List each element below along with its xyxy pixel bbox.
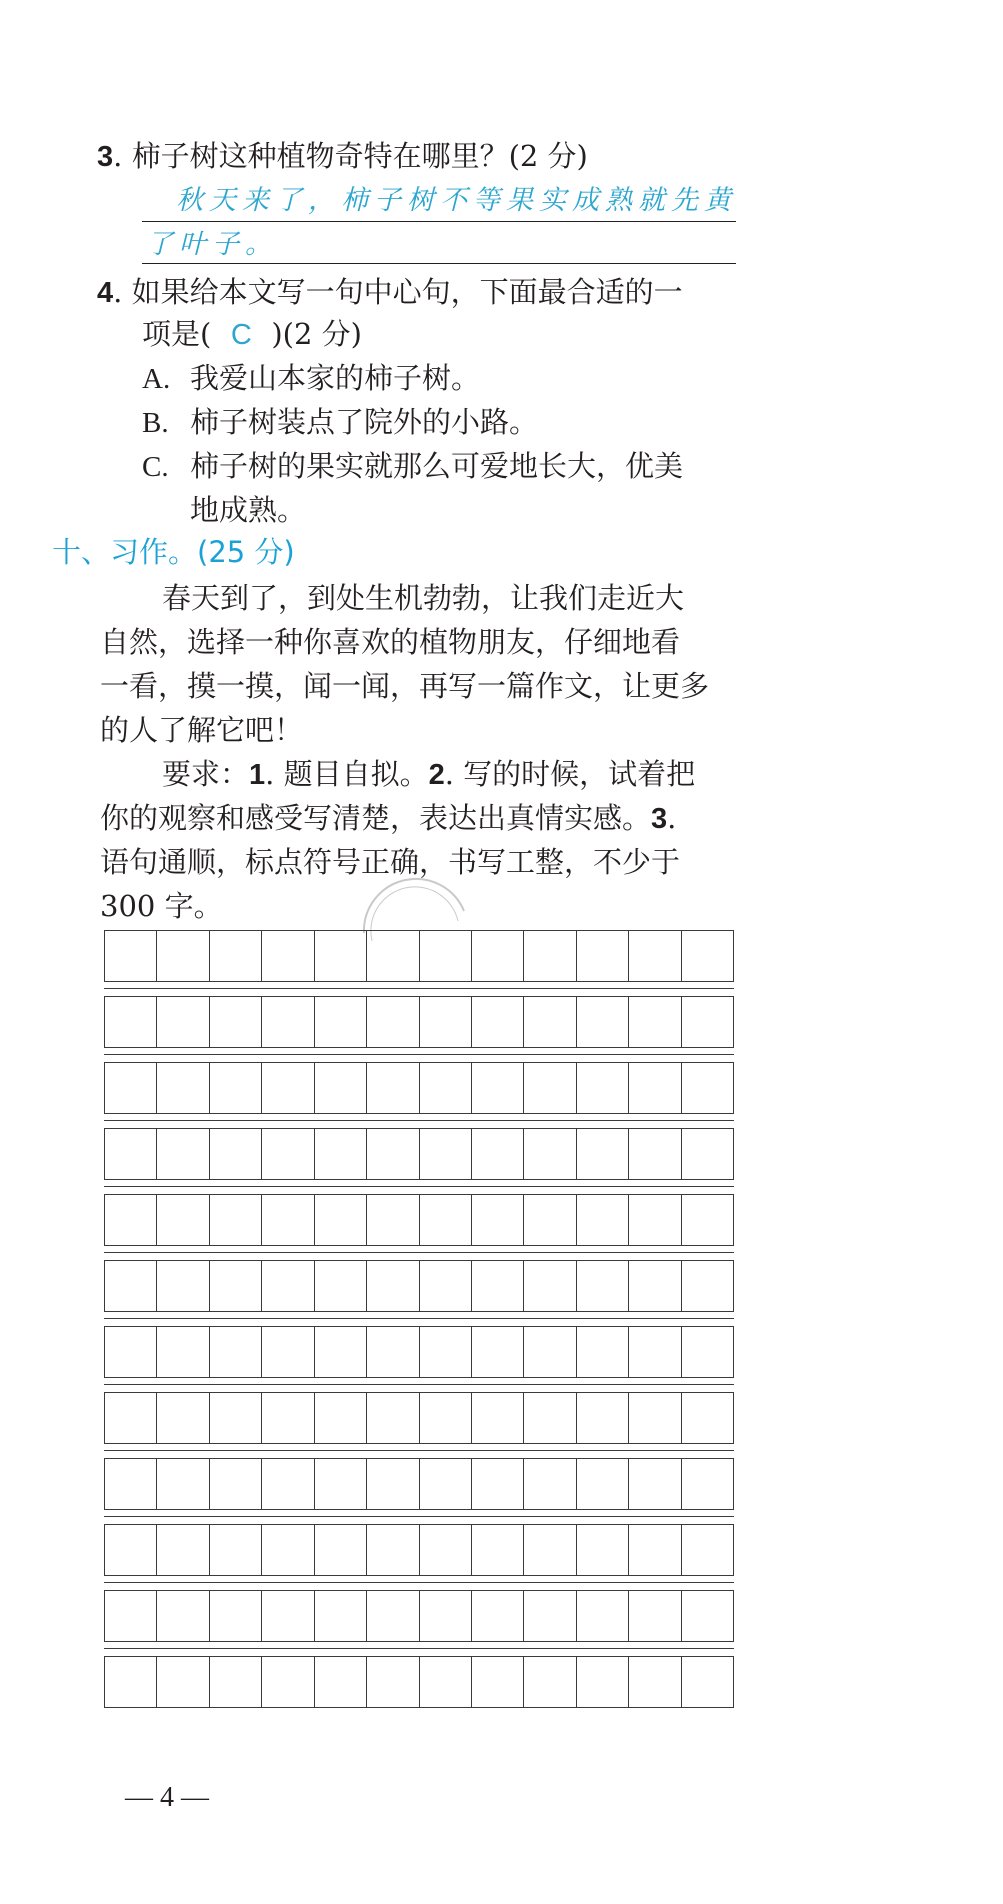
question-number: 4 — [97, 277, 114, 309]
question-4 — [97, 272, 683, 313]
grid-cell[interactable] — [524, 997, 576, 1047]
grid-cell[interactable] — [315, 1195, 367, 1245]
grid-cell[interactable] — [577, 1525, 629, 1575]
grid-cell[interactable] — [577, 1459, 629, 1509]
requirements-line-1 — [162, 754, 695, 795]
grid-cell[interactable] — [682, 1063, 733, 1113]
option-c — [142, 446, 683, 487]
grid-row — [104, 930, 734, 982]
grid-cell[interactable] — [210, 931, 262, 981]
grid-cell[interactable] — [157, 1195, 209, 1245]
grid-separator — [104, 1516, 734, 1517]
question-4-line-2 — [142, 314, 362, 355]
grid-cell[interactable] — [577, 1261, 629, 1311]
grid-separator — [104, 1186, 734, 1187]
grid-cell[interactable] — [105, 931, 157, 981]
grid-cell[interactable] — [524, 1327, 576, 1377]
page-number: — 4 — — [125, 1782, 209, 1813]
grid-cell[interactable] — [682, 1393, 733, 1443]
grid-cell[interactable] — [105, 1393, 157, 1443]
grid-separator — [104, 1582, 734, 1583]
grid-cell[interactable] — [157, 1327, 209, 1377]
grid-cell[interactable] — [262, 1591, 314, 1641]
grid-cell[interactable] — [472, 1327, 524, 1377]
grid-cell[interactable] — [629, 1063, 681, 1113]
grid-cell[interactable] — [629, 1591, 681, 1641]
grid-cell[interactable] — [105, 1063, 157, 1113]
grid-cell[interactable] — [420, 1393, 472, 1443]
grid-cell[interactable] — [367, 1327, 419, 1377]
grid-cell[interactable] — [367, 1063, 419, 1113]
grid-cell[interactable] — [577, 997, 629, 1047]
grid-cell[interactable] — [367, 1657, 419, 1707]
grid-separator — [104, 988, 734, 989]
grid-cell[interactable] — [210, 1459, 262, 1509]
grid-cell[interactable] — [315, 1657, 367, 1707]
grid-cell[interactable] — [262, 1195, 314, 1245]
option-label: A. — [142, 363, 171, 395]
grid-cell[interactable] — [682, 1459, 733, 1509]
grid-cell[interactable] — [367, 1591, 419, 1641]
grid-cell[interactable] — [682, 931, 733, 981]
grid-cell[interactable] — [682, 1525, 733, 1575]
grid-cell[interactable] — [105, 1591, 157, 1641]
grid-cell[interactable] — [157, 1525, 209, 1575]
grid-cell[interactable] — [420, 1327, 472, 1377]
answer-rule — [142, 221, 736, 222]
grid-cell[interactable] — [315, 1063, 367, 1113]
grid-row — [104, 1458, 734, 1510]
grid-cell[interactable] — [262, 1393, 314, 1443]
grid-cell[interactable] — [577, 931, 629, 981]
grid-cell[interactable] — [262, 1129, 314, 1179]
grid-cell[interactable] — [420, 1063, 472, 1113]
grid-cell[interactable] — [577, 1393, 629, 1443]
grid-cell[interactable] — [315, 1327, 367, 1377]
grid-cell[interactable] — [629, 1393, 681, 1443]
requirement-text: . 题目自拟。 — [265, 757, 429, 791]
grid-cell[interactable] — [157, 1129, 209, 1179]
grid-cell[interactable] — [367, 1195, 419, 1245]
grid-cell[interactable] — [629, 1657, 681, 1707]
grid-cell[interactable] — [262, 931, 314, 981]
grid-separator — [104, 1120, 734, 1121]
grid-cell[interactable] — [420, 1195, 472, 1245]
grid-cell[interactable] — [315, 1393, 367, 1443]
grid-row — [104, 1590, 734, 1642]
grid-separator — [104, 1252, 734, 1253]
grid-cell[interactable] — [262, 1327, 314, 1377]
writing-grid — [104, 930, 735, 1708]
question-text: . 如果给本文写一句中心句，下面最合适的一 — [113, 275, 683, 309]
grid-cell[interactable] — [682, 1261, 733, 1311]
grid-cell[interactable] — [420, 1591, 472, 1641]
question-text: . 柿子树这种植物奇特在哪里？(2 分) — [113, 139, 588, 173]
requirements-label: 要求： — [162, 757, 250, 791]
grid-cell[interactable] — [210, 1261, 262, 1311]
grid-cell[interactable] — [629, 1459, 681, 1509]
grid-cell[interactable] — [420, 997, 472, 1047]
prompt-line: 的人了解它吧！ — [100, 713, 304, 747]
requirement-text: . — [667, 801, 677, 835]
grid-cell[interactable] — [315, 1459, 367, 1509]
grid-cell[interactable] — [105, 997, 157, 1047]
grid-cell[interactable] — [262, 997, 314, 1047]
grid-cell[interactable] — [367, 1525, 419, 1575]
grid-cell[interactable] — [105, 1129, 157, 1179]
prompt-line: 一看，摸一摸，闻一闻，再写一篇作文，让更多 — [100, 669, 710, 703]
grid-cell[interactable] — [472, 1525, 524, 1575]
section-heading: 十、习作。(25 分) — [52, 535, 295, 569]
grid-cell[interactable] — [472, 1261, 524, 1311]
grid-cell[interactable] — [629, 997, 681, 1047]
option-a — [142, 358, 480, 399]
option-b — [142, 402, 538, 443]
option-text: 我爱山本家的柿子树。 — [190, 361, 481, 395]
grid-cell[interactable] — [367, 1129, 419, 1179]
grid-cell[interactable] — [420, 1657, 472, 1707]
grid-cell[interactable] — [262, 1459, 314, 1509]
prompt-line: 春天到了，到处生机勃勃，让我们走近大 — [162, 581, 685, 615]
grid-cell[interactable] — [210, 1327, 262, 1377]
grid-cell[interactable] — [524, 1393, 576, 1443]
option-text: 柿子树的果实就那么可爱地长大，优美 — [190, 449, 684, 483]
grid-cell[interactable] — [367, 1261, 419, 1311]
grid-cell[interactable] — [315, 1525, 367, 1575]
grid-cell[interactable] — [105, 1327, 157, 1377]
grid-cell[interactable] — [524, 1261, 576, 1311]
grid-cell[interactable] — [210, 1129, 262, 1179]
grid-cell[interactable] — [157, 1393, 209, 1443]
grid-cell[interactable] — [472, 1591, 524, 1641]
grid-row — [104, 1524, 734, 1576]
grid-separator — [104, 1384, 734, 1385]
grid-row — [104, 1656, 734, 1708]
grid-row — [104, 1128, 734, 1180]
grid-separator — [104, 1318, 734, 1319]
grid-row — [104, 1194, 734, 1246]
grid-cell[interactable] — [629, 1261, 681, 1311]
requirement-text: 你的观察和感受写清楚，表达出真情实感。 — [100, 801, 652, 835]
grid-cell[interactable] — [210, 1525, 262, 1575]
grid-cell[interactable] — [420, 931, 472, 981]
grid-cell[interactable] — [524, 1591, 576, 1641]
grid-cell[interactable] — [577, 1129, 629, 1179]
requirement-number: 3 — [651, 803, 668, 835]
grid-cell[interactable] — [472, 997, 524, 1047]
grid-cell[interactable] — [577, 1195, 629, 1245]
option-text: 柿子树装点了院外的小路。 — [190, 405, 539, 439]
option-label: B. — [142, 407, 169, 439]
grid-cell[interactable] — [682, 1591, 733, 1641]
grid-cell[interactable] — [577, 1657, 629, 1707]
grid-cell[interactable] — [157, 997, 209, 1047]
grid-cell[interactable] — [472, 1063, 524, 1113]
grid-cell[interactable] — [420, 1459, 472, 1509]
grid-cell[interactable] — [315, 997, 367, 1047]
grid-separator — [104, 1054, 734, 1055]
question-prefix: 项是( — [142, 317, 212, 351]
grid-row — [104, 996, 734, 1048]
requirement-text: . 写的时候，试着把 — [444, 757, 696, 791]
grid-cell[interactable] — [157, 1063, 209, 1113]
grid-cell[interactable] — [472, 1657, 524, 1707]
grid-cell[interactable] — [262, 1063, 314, 1113]
grid-cell[interactable] — [210, 1393, 262, 1443]
handwritten-answer-line-1: 秋天来了，柿子树不等果实成熟就先黄 — [176, 185, 737, 216]
prompt-line: 自然，选择一种你喜欢的植物朋友，仔细地看 — [100, 625, 681, 659]
grid-cell[interactable] — [262, 1657, 314, 1707]
grid-cell[interactable] — [420, 1129, 472, 1179]
grid-cell[interactable] — [420, 1525, 472, 1575]
handwritten-answer-line-2: 了叶子。 — [146, 229, 278, 260]
grid-cell[interactable] — [157, 931, 209, 981]
grid-cell[interactable] — [472, 1459, 524, 1509]
grid-cell[interactable] — [315, 1591, 367, 1641]
grid-cell[interactable] — [682, 997, 733, 1047]
grid-cell[interactable] — [577, 1327, 629, 1377]
option-c-continued: 地成熟。 — [190, 493, 307, 527]
grid-cell[interactable] — [524, 1657, 576, 1707]
question-3 — [97, 136, 588, 177]
grid-cell[interactable] — [472, 1393, 524, 1443]
grid-cell[interactable] — [682, 1195, 733, 1245]
grid-separator — [104, 1450, 734, 1451]
answer-rule — [142, 263, 736, 264]
grid-cell[interactable] — [210, 1591, 262, 1641]
grid-cell[interactable] — [524, 1195, 576, 1245]
grid-cell[interactable] — [210, 1195, 262, 1245]
grid-cell[interactable] — [315, 931, 367, 981]
grid-cell[interactable] — [420, 1261, 472, 1311]
requirements-line-4: 300 字。 — [100, 889, 223, 923]
grid-cell[interactable] — [210, 1063, 262, 1113]
grid-cell[interactable] — [472, 1129, 524, 1179]
filled-answer: C — [230, 319, 252, 351]
grid-cell[interactable] — [367, 997, 419, 1047]
grid-cell[interactable] — [367, 1459, 419, 1509]
grid-cell[interactable] — [524, 1129, 576, 1179]
grid-cell[interactable] — [105, 1657, 157, 1707]
grid-cell[interactable] — [315, 1129, 367, 1179]
grid-cell[interactable] — [105, 1261, 157, 1311]
requirement-number: 2 — [428, 759, 445, 791]
grid-cell[interactable] — [577, 1591, 629, 1641]
grid-cell[interactable] — [262, 1261, 314, 1311]
grid-cell[interactable] — [682, 1657, 733, 1707]
grid-row — [104, 1392, 734, 1444]
grid-cell[interactable] — [157, 1591, 209, 1641]
grid-cell[interactable] — [210, 997, 262, 1047]
grid-cell[interactable] — [577, 1063, 629, 1113]
grid-separator — [104, 1648, 734, 1649]
grid-cell[interactable] — [157, 1261, 209, 1311]
grid-cell[interactable] — [262, 1525, 314, 1575]
grid-cell[interactable] — [105, 1195, 157, 1245]
requirements-line-3: 语句通顺，标点符号正确，书写工整，不少于 — [100, 845, 681, 879]
grid-cell[interactable] — [629, 1195, 681, 1245]
grid-cell[interactable] — [524, 1459, 576, 1509]
question-suffix: )(2 分) — [271, 317, 362, 351]
grid-row — [104, 1326, 734, 1378]
grid-cell[interactable] — [629, 1129, 681, 1179]
grid-row — [104, 1062, 734, 1114]
grid-cell[interactable] — [472, 931, 524, 981]
grid-cell[interactable] — [629, 931, 681, 981]
question-number: 3 — [97, 141, 114, 173]
grid-cell[interactable] — [367, 931, 419, 981]
grid-cell[interactable] — [524, 931, 576, 981]
grid-cell[interactable] — [157, 1459, 209, 1509]
grid-cell[interactable] — [472, 1195, 524, 1245]
grid-cell[interactable] — [105, 1459, 157, 1509]
requirement-number: 1 — [249, 759, 266, 791]
grid-cell[interactable] — [682, 1129, 733, 1179]
grid-cell[interactable] — [524, 1063, 576, 1113]
grid-cell[interactable] — [524, 1525, 576, 1575]
grid-row — [104, 1260, 734, 1312]
grid-cell[interactable] — [367, 1393, 419, 1443]
grid-cell[interactable] — [315, 1261, 367, 1311]
grid-cell[interactable] — [629, 1525, 681, 1575]
grid-cell[interactable] — [210, 1657, 262, 1707]
requirements-line-2 — [100, 798, 676, 839]
grid-cell[interactable] — [157, 1657, 209, 1707]
grid-cell[interactable] — [629, 1327, 681, 1377]
grid-cell[interactable] — [682, 1327, 733, 1377]
grid-cell[interactable] — [105, 1525, 157, 1575]
option-label: C. — [142, 451, 169, 483]
